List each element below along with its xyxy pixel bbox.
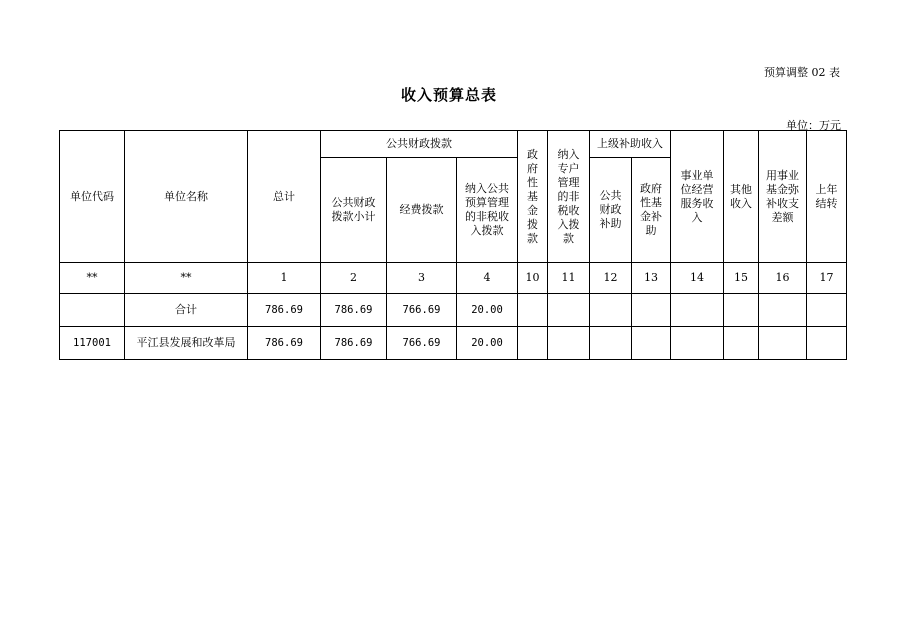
non-tax-cell: 20.00 — [457, 327, 518, 360]
empty-cell — [632, 294, 671, 327]
index-cell: 11 — [548, 263, 590, 294]
header-operating-funds: 经费拨款 — [387, 158, 457, 263]
empty-cell — [759, 294, 807, 327]
header-public-finance-subsidy: 公共财政补助 — [590, 158, 632, 263]
empty-cell — [807, 294, 847, 327]
empty-cell — [671, 294, 724, 327]
index-cell: 17 — [807, 263, 847, 294]
header-total: 总计 — [248, 131, 321, 263]
header-other-income: 其他收入 — [724, 131, 759, 263]
income-budget-table — [59, 130, 847, 360]
empty-cell — [590, 327, 632, 360]
unit-label: 单位：万元 — [786, 119, 841, 132]
index-cell: ** — [60, 263, 125, 294]
header-unit-name: 单位名称 — [125, 131, 248, 263]
header-public-finance-subtotal: 公共财政拨款小计 — [321, 158, 387, 263]
header-non-tax-income: 纳入公共预算管理的非税收入拨款 — [457, 158, 518, 263]
index-cell: 16 — [759, 263, 807, 294]
empty-cell — [590, 294, 632, 327]
header-superior-subsidy-group: 上级补助收入 — [590, 131, 671, 158]
index-cell: 13 — [632, 263, 671, 294]
unit-code-cell — [60, 294, 125, 327]
index-cell: 12 — [590, 263, 632, 294]
header-unit-code: 单位代码 — [60, 131, 125, 263]
subtotal-cell: 786.69 — [321, 327, 387, 360]
form-code: 预算调整 02 表 — [764, 66, 840, 79]
index-cell: ** — [125, 263, 248, 294]
index-cell: 4 — [457, 263, 518, 294]
index-cell: 14 — [671, 263, 724, 294]
header-fund-offset: 用事业基金弥补收支差额 — [759, 131, 807, 263]
index-cell: 15 — [724, 263, 759, 294]
empty-cell — [632, 327, 671, 360]
unit-code-cell: 117001 — [60, 327, 125, 360]
unit-name-cell: 平江县发展和改革局 — [125, 327, 248, 360]
operating-cell: 766.69 — [387, 294, 457, 327]
index-cell: 10 — [518, 263, 548, 294]
empty-cell — [807, 327, 847, 360]
table-row — [60, 294, 847, 327]
unit-name-cell: 合计 — [125, 294, 248, 327]
header-gov-fund: 政府性基金拨款 — [518, 131, 548, 263]
empty-cell — [724, 327, 759, 360]
header-public-finance-group: 公共财政拨款 — [321, 131, 518, 158]
empty-cell — [671, 327, 724, 360]
empty-cell — [518, 294, 548, 327]
empty-cell — [724, 294, 759, 327]
index-row — [60, 263, 847, 294]
page-title: 收入预算总表 — [400, 86, 497, 104]
empty-cell — [759, 327, 807, 360]
index-cell: 2 — [321, 263, 387, 294]
header-gov-fund-subsidy: 政府性基金补助 — [632, 158, 671, 263]
index-cell: 1 — [248, 263, 321, 294]
header-special-account: 纳入专户管理的非税收入拨款 — [548, 131, 590, 263]
empty-cell — [548, 294, 590, 327]
total-cell: 786.69 — [248, 294, 321, 327]
header-carryover: 上年结转 — [807, 131, 847, 263]
subtotal-cell: 786.69 — [321, 294, 387, 327]
non-tax-cell: 20.00 — [457, 294, 518, 327]
header-business-income: 事业单位经营服务收入 — [671, 131, 724, 263]
table-row — [60, 327, 847, 360]
empty-cell — [548, 327, 590, 360]
empty-cell — [518, 327, 548, 360]
operating-cell: 766.69 — [387, 327, 457, 360]
index-cell: 3 — [387, 263, 457, 294]
total-cell: 786.69 — [248, 327, 321, 360]
